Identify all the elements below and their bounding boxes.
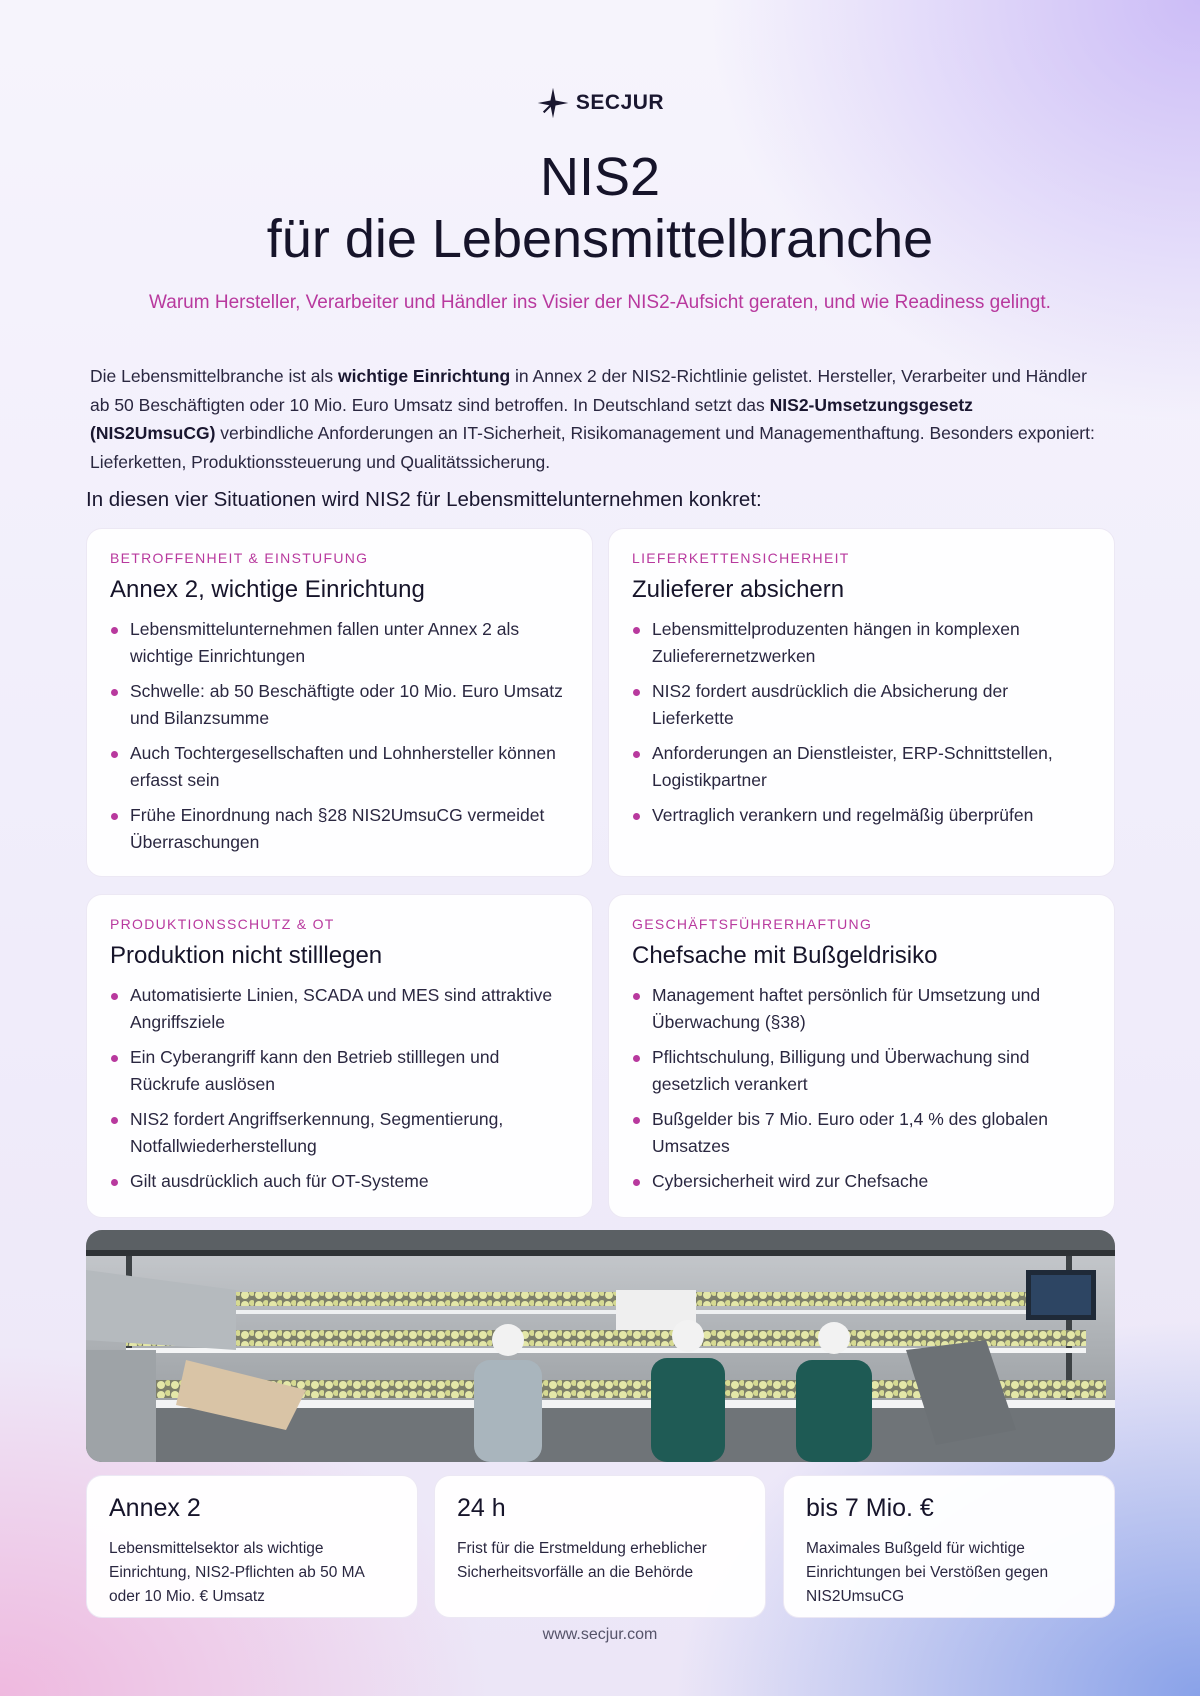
card-bullet: NIS2 fordert Angriffserkennung, Segmentierung, Notfallwiederherstellung [110, 1106, 570, 1160]
card-bullet: NIS2 fordert ausdrücklich die Absicherung der Lieferkette [632, 678, 1092, 732]
card-title: Annex 2, wichtige Einrichtung [110, 576, 425, 603]
stat-card-fine [783, 1475, 1115, 1618]
card-bullet: Bußgelder bis 7 Mio. Euro oder 1,4 % des globalen Umsatzes [632, 1106, 1092, 1160]
brand-name: SECJUR [575, 91, 665, 114]
page-title-line1: NIS2 [539, 147, 661, 207]
card-bullet-list [632, 616, 1092, 829]
brand-logo [0, 86, 1200, 120]
star-sparkle-icon [536, 86, 570, 120]
card-title: Produktion nicht stilllegen [110, 942, 383, 969]
stat-description: Lebensmittelsektor als wichtige Einrichtung, NIS2-Pflichten ab 50 MA oder 10 Mio. € Umsatz [109, 1540, 365, 1605]
section-heading: In diesen vier Situationen wird NIS2 für Lebensmittelunternehmen konkret: [86, 488, 762, 511]
intro-paragraph [90, 362, 1100, 476]
stat-description: Frist für die Erstmeldung erheblicher Sicherheitsvorfälle an die Behörde [457, 1540, 707, 1581]
intro-text-1: Die Lebensmittelbranche ist als [90, 366, 339, 386]
card-bullet: Pflichtschulung, Billigung und Überwachung sind gesetzlich verankert [632, 1044, 1092, 1098]
card-title: Zulieferer absichern [632, 576, 845, 603]
stat-description: Maximales Bußgeld für wichtige Einrichtungen bei Verstößen gegen NIS2UmsuCG [806, 1540, 1049, 1605]
card-title: Chefsache mit Bußgeldrisiko [632, 942, 938, 969]
card-bullet-list [632, 982, 1092, 1195]
situation-card-betroffenheit [86, 528, 593, 877]
intro-bold-1: wichtige Einrichtung [338, 366, 511, 386]
card-bullet: Auch Tochtergesellschaften und Lohnhersteller können erfasst sein [110, 740, 570, 794]
stat-card-deadline [434, 1475, 766, 1618]
stat-value: 24 h [457, 1494, 506, 1522]
footer-url[interactable]: www.secjur.com [542, 1626, 658, 1643]
stat-card-annex [86, 1475, 418, 1618]
situation-card-produktion [86, 894, 593, 1218]
stat-value: bis 7 Mio. € [806, 1494, 934, 1522]
card-bullet-list [110, 982, 570, 1195]
card-bullet: Lebensmittelunternehmen fallen unter Annex 2 als wichtige Einrichtungen [110, 616, 570, 670]
card-kicker: PRODUKTIONSSCHUTZ & OT [110, 916, 335, 932]
intro-text-3: verbindliche Anforderungen an IT-Sicherheit, Risikomanagement und Managementhaftung. Besonders exponiert: Lieferketten, Produktionssteuerung und Qualitätssicherung. [90, 423, 1095, 472]
situation-card-lieferkette [608, 528, 1115, 877]
page-subtitle: Warum Hersteller, Verarbeiter und Händler ins Visier der NIS2-Aufsicht geraten, und wie Readiness gelingt. [149, 292, 1051, 313]
intro-text-2: in Annex 2 der NIS2-Richtlinie gelistet. Hersteller, Verarbeiter und Händler ab 50 Beschäftigten oder 10 Mio. Euro Umsatz sind betroffen. In Deutschland setzt das [90, 366, 1087, 415]
card-kicker: LIEFERKETTENSICHERHEIT [632, 550, 850, 566]
card-bullet: Frühe Einordnung nach §28 NIS2UmsuCG vermeidet Überraschungen [110, 802, 570, 856]
stat-value: Annex 2 [109, 1494, 201, 1522]
card-bullet: Lebensmittelproduzenten hängen in komplexen Zulieferernetzwerken [632, 616, 1092, 670]
card-bullet: Automatisierte Linien, SCADA und MES sind attraktive Angriffsziele [110, 982, 570, 1036]
card-bullet: Cybersicherheit wird zur Chefsache [632, 1168, 1092, 1195]
situation-card-haftung [608, 894, 1115, 1218]
card-bullet: Management haftet persönlich für Umsetzung und Überwachung (§38) [632, 982, 1092, 1036]
intro-bold-2: NIS2-Umsetzungsgesetz (NIS2UmsuCG) [90, 394, 973, 443]
card-bullet: Anforderungen an Dienstleister, ERP-Schnittstellen, Logistikpartner [632, 740, 1092, 794]
card-bullet: Gilt ausdrücklich auch für OT-Systeme [110, 1168, 570, 1195]
card-bullet: Vertraglich verankern und regelmäßig überprüfen [632, 802, 1092, 829]
card-bullet: Schwelle: ab 50 Beschäftigte oder 10 Mio. Euro Umsatz und Bilanzsumme [110, 678, 570, 732]
card-kicker: GESCHÄFTSFÜHRERHAFTUNG [632, 916, 873, 932]
card-bullet-list [110, 616, 570, 856]
page-title [0, 146, 1200, 270]
card-bullet: Ein Cyberangriff kann den Betrieb stilllegen und Rückrufe auslösen [110, 1044, 570, 1098]
page-title-line2: für die Lebensmittelbranche [266, 209, 934, 269]
production-line-photo [86, 1230, 1115, 1462]
card-kicker: BETROFFENHEIT & EINSTUFUNG [110, 550, 369, 566]
